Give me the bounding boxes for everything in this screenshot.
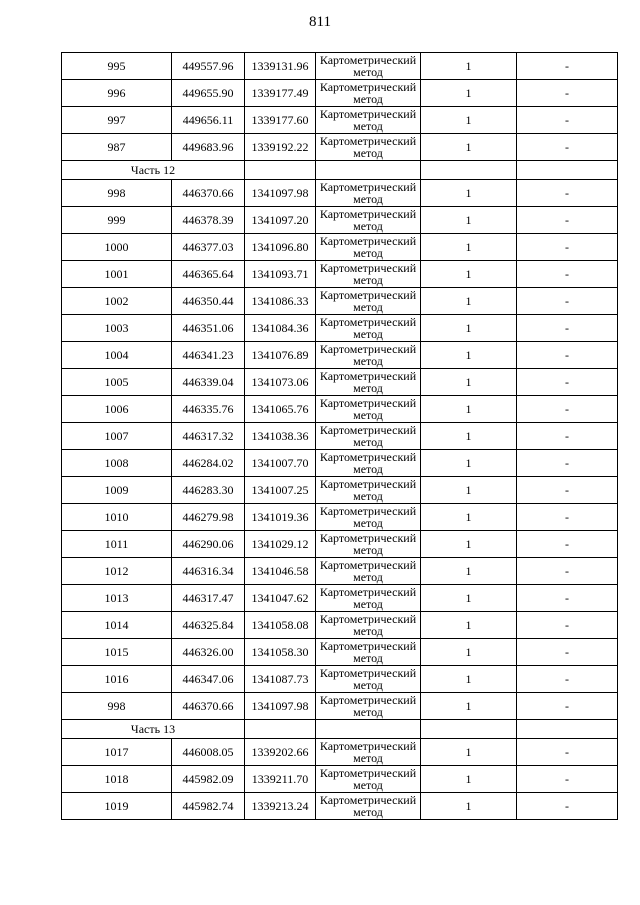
dash-cell: - — [517, 261, 618, 288]
table-row — [62, 53, 618, 80]
dash-cell: - — [517, 180, 618, 207]
y-coordinate-cell: 1339211.70 — [245, 766, 316, 793]
method-cell — [316, 261, 421, 288]
dash-cell: - — [517, 558, 618, 585]
method-cell — [316, 477, 421, 504]
point-number-cell: 1011 — [62, 531, 172, 558]
point-number-cell: 1018 — [62, 766, 172, 793]
dash-cell: - — [517, 288, 618, 315]
method-line-1: Картометрический — [319, 134, 417, 148]
method-line-2: метод — [353, 805, 383, 819]
method-line-2: метод — [353, 381, 383, 395]
table-row — [62, 315, 618, 342]
count-cell: 1 — [421, 80, 517, 107]
method-line-1: Картометрический — [319, 477, 417, 491]
method-cell — [316, 558, 421, 585]
method-cell — [316, 423, 421, 450]
table-row — [62, 342, 618, 369]
empty-cell — [421, 161, 517, 180]
method-line-1: Картометрический — [319, 396, 417, 410]
method-cell — [316, 585, 421, 612]
table-row — [62, 207, 618, 234]
x-coordinate-cell: 446378.39 — [172, 207, 245, 234]
method-line-1: Картометрический — [319, 53, 417, 67]
dash-cell: - — [517, 315, 618, 342]
method-line-2: метод — [353, 92, 383, 106]
table-row — [62, 234, 618, 261]
empty-cell — [517, 720, 618, 739]
x-coordinate-cell: 449655.90 — [172, 80, 245, 107]
dash-cell: - — [517, 423, 618, 450]
point-number-cell: 1010 — [62, 504, 172, 531]
y-coordinate-cell: 1341047.62 — [245, 585, 316, 612]
method-line-2: метод — [353, 408, 383, 422]
method-cell — [316, 666, 421, 693]
method-line-1: Картометрический — [319, 369, 417, 383]
dash-cell: - — [517, 369, 618, 396]
y-coordinate-cell: 1341097.20 — [245, 207, 316, 234]
point-number-cell: 1009 — [62, 477, 172, 504]
table-row — [62, 531, 618, 558]
count-cell: 1 — [421, 180, 517, 207]
count-cell: 1 — [421, 107, 517, 134]
dash-cell: - — [517, 766, 618, 793]
x-coordinate-cell: 449656.11 — [172, 107, 245, 134]
x-coordinate-cell: 446350.44 — [172, 288, 245, 315]
table-row — [62, 504, 618, 531]
point-number-cell: 1001 — [62, 261, 172, 288]
point-number-cell: 997 — [62, 107, 172, 134]
count-cell: 1 — [421, 477, 517, 504]
table-row — [62, 450, 618, 477]
dash-cell: - — [517, 531, 618, 558]
method-cell — [316, 793, 421, 820]
count-cell: 1 — [421, 450, 517, 477]
x-coordinate-cell: 446325.84 — [172, 612, 245, 639]
point-number-cell: 1015 — [62, 639, 172, 666]
y-coordinate-cell: 1341065.76 — [245, 396, 316, 423]
y-coordinate-cell: 1341097.98 — [245, 693, 316, 720]
x-coordinate-cell: 445982.74 — [172, 793, 245, 820]
method-line-1: Картометрический — [319, 739, 417, 753]
point-number-cell: 1003 — [62, 315, 172, 342]
method-line-2: метод — [353, 751, 383, 765]
method-cell — [316, 766, 421, 793]
dash-cell: - — [517, 612, 618, 639]
point-number-cell: 995 — [62, 53, 172, 80]
point-number-cell: 1008 — [62, 450, 172, 477]
y-coordinate-cell: 1341058.08 — [245, 612, 316, 639]
method-line-1: Картометрический — [319, 558, 417, 572]
method-line-1: Картометрический — [319, 288, 417, 302]
table-row — [62, 666, 618, 693]
count-cell: 1 — [421, 639, 517, 666]
count-cell: 1 — [421, 666, 517, 693]
dash-cell: - — [517, 793, 618, 820]
count-cell: 1 — [421, 261, 517, 288]
count-cell: 1 — [421, 207, 517, 234]
table-row — [62, 261, 618, 288]
x-coordinate-cell: 446008.05 — [172, 739, 245, 766]
y-coordinate-cell: 1341058.30 — [245, 639, 316, 666]
y-coordinate-cell: 1341046.58 — [245, 558, 316, 585]
empty-cell — [517, 161, 618, 180]
method-line-2: метод — [353, 65, 383, 79]
method-cell — [316, 739, 421, 766]
method-line-1: Картометрический — [319, 180, 417, 194]
x-coordinate-cell: 449683.96 — [172, 134, 245, 161]
y-coordinate-cell: 1341097.98 — [245, 180, 316, 207]
method-cell — [316, 450, 421, 477]
point-number-cell: 998 — [62, 180, 172, 207]
method-line-1: Картометрический — [319, 107, 417, 121]
point-number-cell: 1019 — [62, 793, 172, 820]
point-number-cell: 1005 — [62, 369, 172, 396]
method-line-2: метод — [353, 462, 383, 476]
table-row — [62, 107, 618, 134]
x-coordinate-cell: 446339.04 — [172, 369, 245, 396]
method-line-2: метод — [353, 146, 383, 160]
method-line-2: метод — [353, 246, 383, 260]
y-coordinate-cell: 1341029.12 — [245, 531, 316, 558]
point-number-cell: 1017 — [62, 739, 172, 766]
method-cell — [316, 342, 421, 369]
method-line-1: Картометрический — [319, 342, 417, 356]
method-line-2: метод — [353, 705, 383, 719]
method-line-2: метод — [353, 219, 383, 233]
y-coordinate-cell: 1339202.66 — [245, 739, 316, 766]
count-cell: 1 — [421, 504, 517, 531]
y-coordinate-cell: 1341086.33 — [245, 288, 316, 315]
dash-cell: - — [517, 666, 618, 693]
table-row — [62, 134, 618, 161]
table-row — [62, 585, 618, 612]
y-coordinate-cell: 1341007.25 — [245, 477, 316, 504]
table-row — [62, 396, 618, 423]
dash-cell: - — [517, 639, 618, 666]
table-row — [62, 612, 618, 639]
method-cell — [316, 504, 421, 531]
count-cell: 1 — [421, 585, 517, 612]
method-line-1: Картометрический — [319, 423, 417, 437]
method-cell — [316, 369, 421, 396]
y-coordinate-cell: 1339131.96 — [245, 53, 316, 80]
point-number-cell: 1004 — [62, 342, 172, 369]
count-cell: 1 — [421, 234, 517, 261]
empty-cell — [421, 720, 517, 739]
method-line-2: метод — [353, 273, 383, 287]
count-cell: 1 — [421, 739, 517, 766]
y-coordinate-cell: 1341093.71 — [245, 261, 316, 288]
y-coordinate-cell: 1341096.80 — [245, 234, 316, 261]
y-coordinate-cell: 1341084.36 — [245, 315, 316, 342]
section-row — [62, 720, 618, 739]
method-line-2: метод — [353, 327, 383, 341]
method-cell — [316, 80, 421, 107]
table-row — [62, 477, 618, 504]
point-number-cell: 1012 — [62, 558, 172, 585]
point-number-cell: 999 — [62, 207, 172, 234]
table-row — [62, 639, 618, 666]
count-cell: 1 — [421, 693, 517, 720]
point-number-cell: 1007 — [62, 423, 172, 450]
dash-cell: - — [517, 342, 618, 369]
y-coordinate-cell: 1341087.73 — [245, 666, 316, 693]
point-number-cell: 987 — [62, 134, 172, 161]
x-coordinate-cell: 446316.34 — [172, 558, 245, 585]
count-cell: 1 — [421, 423, 517, 450]
method-cell — [316, 134, 421, 161]
count-cell: 1 — [421, 134, 517, 161]
count-cell: 1 — [421, 766, 517, 793]
dash-cell: - — [517, 80, 618, 107]
dash-cell: - — [517, 693, 618, 720]
method-line-1: Картометрический — [319, 666, 417, 680]
method-line-1: Картометрический — [319, 80, 417, 94]
method-line-1: Картометрический — [319, 793, 417, 807]
method-line-1: Картометрический — [319, 207, 417, 221]
empty-cell — [316, 161, 421, 180]
count-cell: 1 — [421, 288, 517, 315]
method-line-1: Картометрический — [319, 612, 417, 626]
point-number-cell: 996 — [62, 80, 172, 107]
y-coordinate-cell: 1339177.60 — [245, 107, 316, 134]
dash-cell: - — [517, 53, 618, 80]
point-number-cell: 998 — [62, 693, 172, 720]
method-line-2: метод — [353, 778, 383, 792]
method-line-1: Картометрический — [319, 315, 417, 329]
method-line-2: метод — [353, 192, 383, 206]
table-row — [62, 693, 618, 720]
dash-cell: - — [517, 134, 618, 161]
method-line-1: Картометрический — [319, 261, 417, 275]
count-cell: 1 — [421, 558, 517, 585]
page-number: 811 — [309, 14, 331, 30]
y-coordinate-cell: 1339192.22 — [245, 134, 316, 161]
method-line-1: Картометрический — [319, 639, 417, 653]
point-number-cell: 1002 — [62, 288, 172, 315]
x-coordinate-cell: 446370.66 — [172, 180, 245, 207]
method-line-1: Картометрический — [319, 450, 417, 464]
y-coordinate-cell: 1341076.89 — [245, 342, 316, 369]
x-coordinate-cell: 446284.02 — [172, 450, 245, 477]
dash-cell: - — [517, 477, 618, 504]
method-cell — [316, 396, 421, 423]
count-cell: 1 — [421, 793, 517, 820]
coordinates-table — [61, 52, 618, 820]
method-line-2: метод — [353, 570, 383, 584]
dash-cell: - — [517, 504, 618, 531]
method-cell — [316, 315, 421, 342]
section-row — [62, 161, 618, 180]
table-row — [62, 423, 618, 450]
section-label: Часть 12 — [62, 161, 245, 180]
method-cell — [316, 107, 421, 134]
method-line-1: Картометрический — [319, 693, 417, 707]
count-cell: 1 — [421, 396, 517, 423]
dash-cell: - — [517, 207, 618, 234]
dash-cell: - — [517, 396, 618, 423]
method-cell — [316, 53, 421, 80]
method-line-2: метод — [353, 678, 383, 692]
method-line-2: метод — [353, 516, 383, 530]
count-cell: 1 — [421, 369, 517, 396]
x-coordinate-cell: 446317.47 — [172, 585, 245, 612]
x-coordinate-cell: 445982.09 — [172, 766, 245, 793]
table-row — [62, 369, 618, 396]
x-coordinate-cell: 446370.66 — [172, 693, 245, 720]
dash-cell: - — [517, 234, 618, 261]
method-line-1: Картометрический — [319, 504, 417, 518]
x-coordinate-cell: 446335.76 — [172, 396, 245, 423]
y-coordinate-cell: 1341073.06 — [245, 369, 316, 396]
point-number-cell: 1013 — [62, 585, 172, 612]
y-coordinate-cell: 1339213.24 — [245, 793, 316, 820]
count-cell: 1 — [421, 53, 517, 80]
x-coordinate-cell: 449557.96 — [172, 53, 245, 80]
y-coordinate-cell: 1341007.70 — [245, 450, 316, 477]
count-cell: 1 — [421, 342, 517, 369]
method-line-2: метод — [353, 300, 383, 314]
dash-cell: - — [517, 585, 618, 612]
y-coordinate-cell: 1341019.36 — [245, 504, 316, 531]
table-row — [62, 288, 618, 315]
empty-cell — [245, 161, 316, 180]
table-row — [62, 766, 618, 793]
table-row — [62, 558, 618, 585]
dash-cell: - — [517, 450, 618, 477]
table-row — [62, 793, 618, 820]
x-coordinate-cell: 446317.32 — [172, 423, 245, 450]
point-number-cell: 1014 — [62, 612, 172, 639]
method-line-1: Картометрический — [319, 531, 417, 545]
method-cell — [316, 180, 421, 207]
x-coordinate-cell: 446283.30 — [172, 477, 245, 504]
x-coordinate-cell: 446347.06 — [172, 666, 245, 693]
method-cell — [316, 234, 421, 261]
y-coordinate-cell: 1341038.36 — [245, 423, 316, 450]
empty-cell — [316, 720, 421, 739]
point-number-cell: 1006 — [62, 396, 172, 423]
method-line-2: метод — [353, 119, 383, 133]
x-coordinate-cell: 446290.06 — [172, 531, 245, 558]
x-coordinate-cell: 446377.03 — [172, 234, 245, 261]
method-cell — [316, 531, 421, 558]
method-line-2: метод — [353, 354, 383, 368]
method-line-2: метод — [353, 597, 383, 611]
x-coordinate-cell: 446365.64 — [172, 261, 245, 288]
method-cell — [316, 612, 421, 639]
method-line-1: Картометрический — [319, 234, 417, 248]
table-row — [62, 739, 618, 766]
x-coordinate-cell: 446326.00 — [172, 639, 245, 666]
table-row — [62, 180, 618, 207]
x-coordinate-cell: 446341.23 — [172, 342, 245, 369]
y-coordinate-cell: 1339177.49 — [245, 80, 316, 107]
empty-cell — [245, 720, 316, 739]
method-cell — [316, 288, 421, 315]
method-line-2: метод — [353, 651, 383, 665]
method-line-2: метод — [353, 543, 383, 557]
method-line-1: Картометрический — [319, 585, 417, 599]
method-line-2: метод — [353, 624, 383, 638]
method-line-2: метод — [353, 489, 383, 503]
method-cell — [316, 693, 421, 720]
method-cell — [316, 639, 421, 666]
count-cell: 1 — [421, 315, 517, 342]
method-line-1: Картометрический — [319, 766, 417, 780]
x-coordinate-cell: 446279.98 — [172, 504, 245, 531]
count-cell: 1 — [421, 531, 517, 558]
point-number-cell: 1016 — [62, 666, 172, 693]
point-number-cell: 1000 — [62, 234, 172, 261]
method-line-2: метод — [353, 435, 383, 449]
section-label: Часть 13 — [62, 720, 245, 739]
dash-cell: - — [517, 739, 618, 766]
count-cell: 1 — [421, 612, 517, 639]
x-coordinate-cell: 446351.06 — [172, 315, 245, 342]
coordinates-table-body — [62, 53, 618, 820]
dash-cell: - — [517, 107, 618, 134]
table-row — [62, 80, 618, 107]
method-cell — [316, 207, 421, 234]
